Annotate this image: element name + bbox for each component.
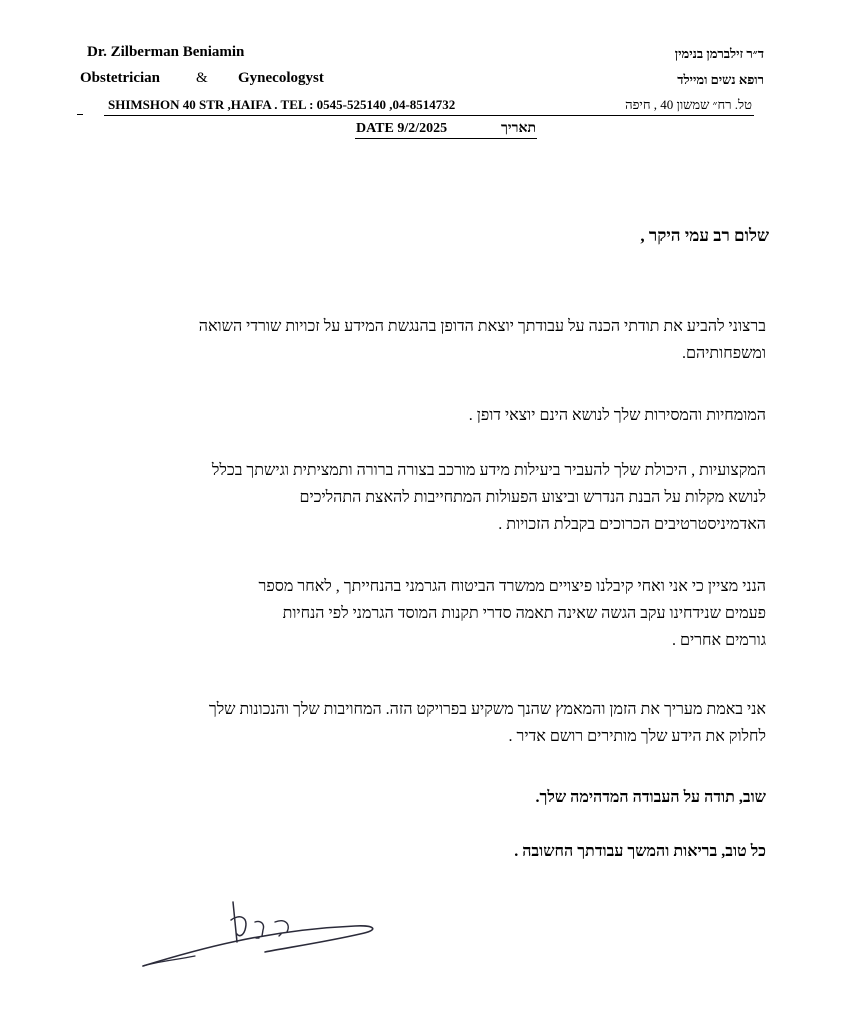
address-underline-tick	[77, 114, 83, 115]
doctor-name-he: ד״ר זילברמן בנימין	[674, 46, 764, 61]
paragraph-line: אני באמת מעריך את הזמן והמאמץ שהנך משקיע בפרויקט הזה. המחויבות שלך והנכונות שלך	[208, 701, 766, 718]
doctor-name-en: Dr. Zilberman Beniamin	[87, 44, 245, 60]
greeting: שלום רב עמי היקר ,	[640, 226, 769, 245]
paragraph-line: האדמיניסטרטיבים הכרוכים בקבלת הזכויות .	[498, 516, 766, 533]
specialty-en-obstetrician: Obstetrician	[80, 70, 160, 86]
paragraph-2	[66, 402, 766, 429]
address-he: טל. רח״ שמשון 40 , חיפה	[625, 97, 752, 112]
paragraph-3	[66, 457, 766, 538]
paragraph-line: גורמים אחרים .	[671, 632, 766, 649]
paragraph-4	[66, 573, 766, 654]
paragraph-line: ומשפחותיהם.	[682, 345, 766, 362]
paragraph-line: המקצועיות , היכולת שלך להעביר ביעילות מידע מורכב בצורה ברורה ותמציתית וגישתך בכלל	[211, 462, 766, 479]
specialty-he: רופא נשים ומיילד	[677, 72, 764, 87]
address-line	[104, 96, 754, 116]
paragraph-line: פעמים שנידחינו עקב הגשה שאינה תאמה סדרי תקנות המוסד הגרמני לפי הנחיות	[282, 605, 766, 622]
paragraph-line: הנני מציין כי אני ואחי קיבלנו פיצויים ממשרד הביטוח הגרמני בהנחייתך , לאחר מספר	[258, 578, 766, 595]
paragraph-line: לנושא מקלות על הבנת הנדרש וביצוע הפעולות המתחייבות להאצת התהליכים	[299, 489, 766, 506]
date-en: DATE 9/2/2025	[356, 121, 448, 136]
date-line	[355, 120, 537, 139]
paragraph-5	[66, 696, 766, 750]
paragraph-line: המומחיות והמסירות שלך לנושא הינם יוצאי דופן .	[468, 407, 766, 424]
closing-thanks: שוב, תודה על העבודה המדהימה שלך.	[535, 789, 766, 806]
closing-regards: כל טוב, בריאות והמשך עבודתך החשובה .	[514, 843, 766, 860]
specialty-en-ampersand: &	[196, 70, 208, 86]
address-en: SHIMSHON 40 STR ,HAIFA . TEL : 0545-525140 ,04-8514732	[108, 97, 456, 112]
paragraph-1	[66, 313, 766, 367]
specialty-en-gynecologyst: Gynecologyst	[238, 70, 324, 86]
signature-icon	[135, 890, 385, 975]
date-he: תאריך	[501, 121, 536, 136]
paragraph-line: ברצוני להביע את תודתי הכנה על עבודתך יוצאת הדופן בהנגשת המידע על זכויות שורדי השואה	[198, 318, 766, 335]
paragraph-line: לחלוק את הידע שלך מותירים רושם אדיר .	[508, 728, 766, 745]
